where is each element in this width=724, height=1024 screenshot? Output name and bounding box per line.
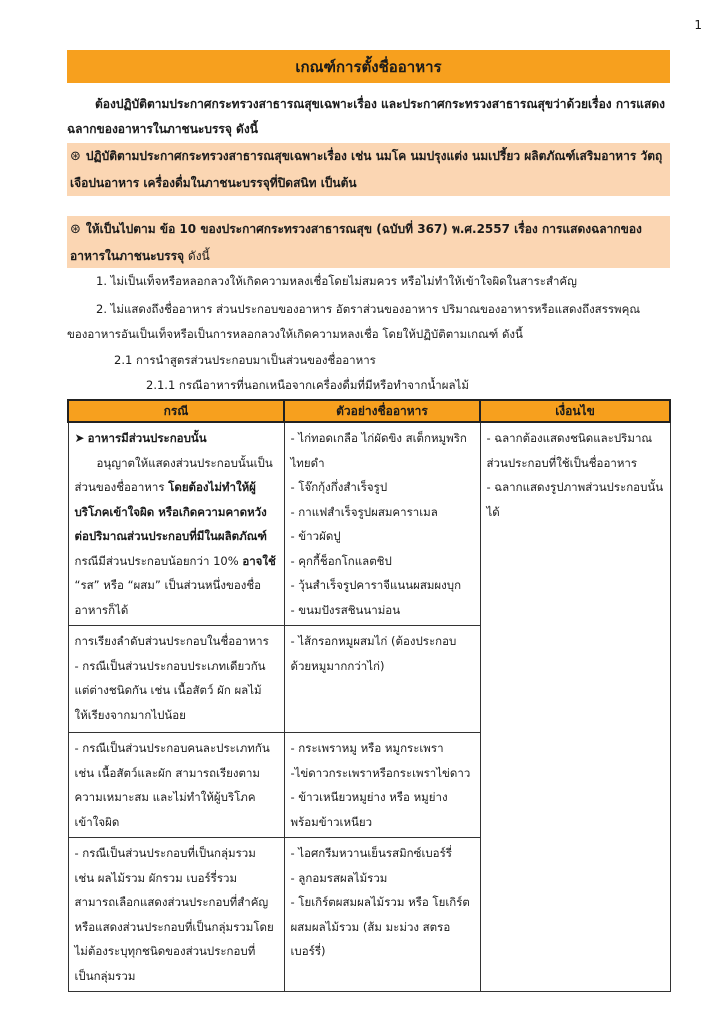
examples-cell [284,422,480,626]
subheading-2-1: 2.1 การนำสูตรส่วนประกอบมาเป็นส่วนของชื่ออาหาร [114,353,376,367]
intro-paragraph: ต้องปฏิบัติตามประกาศกระทรวงสาธารณสุขเฉพาะเรื่อง และประกาศกระทรวงสาธารณสุขว่าด้วยเรื่อง การแสดงฉลากของอาหารในภาชนะบรรจุ ดังนี้ [67,97,666,136]
highlight-box-clause-10 [67,216,670,268]
highlight-box-specific-notifications [67,143,670,196]
case-heading-text: อาหารมีส่วนประกอบนั้น [87,431,207,445]
page-title: เกณฑ์การตั้งชื่ออาหาร [67,50,670,83]
page-number: 1 [694,18,702,32]
case-cell [68,733,284,838]
case-cell [68,626,284,733]
box2-text-normal: ดังนี้ [184,249,210,263]
case-heading: การเรียงลำดับส่วนประกอบในชื่ออาหาร [74,634,269,648]
bullet-flower-icon: ⊛ [70,222,81,237]
example-item: - วุ้นสำเร็จรูปคาราจีแนนผสมผงบุก [290,578,462,592]
table-header-row [68,400,670,422]
arrow-right-icon: ➤ [74,431,85,445]
example-item: - ไส้กรอกหมูผสมไก่ (ต้องประกอบด้วยหมูมากกว่าไก่) [290,634,457,673]
example-item: - ข้าวเหนียวหมูย่าง หรือ หมูย่างพร้อมข้าวเหนียว [290,790,448,829]
bullet-flower-icon: ⊛ [70,149,81,164]
example-item: - โยเกิร์ตผสมผลไม้รวม หรือ โยเกิร์ตผสมผลไม้รวม (ส้ม มะม่วง สตรอเบอร์รี่) [290,895,470,958]
example-item: - ไอศกรีมหวานเย็นรสมิกซ์เบอร์รี่ [290,846,452,860]
subheading-2-1-1: 2.1.1 กรณีอาหารที่นอกเหนือจากเครื่องดื่มที่มีหรือทำจากน้ำผลไม้ [146,378,469,392]
header-condition: เงื่อนไข [480,400,670,422]
case-heading [75,426,278,451]
example-item: -ไข่ดาวกระเพราหรือกระเพราไข่ดาว [290,765,471,780]
case-text-bold: โดยต้องไม่ทำให้ผู้บริโภคเข้าใจผิด หรือเกิดความคาดหวังต่อปริมาณส่วนประกอบที่มีในผลิตภัณฑ์ [74,480,267,543]
example-item: - ขนมปังรสชินนาม่อน [290,602,401,617]
case-text-3: “รส” หรือ “ผสม” เป็นส่วนหนึ่งของชื่ออาหารก็ได้ [74,578,262,617]
examples-cell [284,733,480,838]
case-description: - กรณีเป็นส่วนประกอบประเภทเดียวกัน แต่ต่างชนิดกัน เช่น เนื้อสัตว์ ผัก ผลไม้ ให้เรียงจากมากไปน้อย [74,658,266,722]
examples-cell [284,838,480,992]
box2-text-bold: ให้เป็นไปตาม ข้อ 10 ของประกาศกระทรวงสาธารณสุข (ฉบับที่ 367) พ.ศ.2557 เรื่อง การแสดงฉลากของอาหารในภาชนะบรรจุ [70,222,642,263]
examples-cell [284,626,480,733]
table-row [68,422,670,626]
header-example-name: ตัวอย่างชื่ออาหาร [284,400,480,422]
condition-item: - ฉลากแสดงรูปภาพส่วนประกอบนั้นได้ [486,480,664,519]
example-item: - กระเพราหมู หรือ หมูกระเพรา [290,741,444,755]
box1-text: ปฏิบัติตามประกาศกระทรวงสาธารณสุขเฉพาะเรื่อง เช่น นมโค นมปรุงแต่ง นมเปรี้ยว ผลิตภัณฑ์เสริมอาหาร วัตถุเจือปนอาหาร เครื่องดื่มในภาชนะบรรจุที่ปิดสนิท เป็นต้น [70,149,663,190]
list-item-1: 1. ไม่เป็นเท็จหรือหลอกลวงให้เกิดความหลงเชื่อโดยไม่สมควร หรือไม่ทำให้เข้าใจผิดในสาระสำคัญ [96,274,577,288]
naming-criteria-table [67,399,671,992]
example-item: - โจ๊กกุ้งกึ่งสำเร็จรูป [290,480,388,494]
list-item-2-line2: ของอาหารอันเป็นเท็จหรือเป็นการหลอกลวงให้เกิดความหลงเชื่อ โดยให้ปฏิบัติตามเกณฑ์ ดังนี้ [67,327,523,341]
conditions-cell [480,422,670,992]
case-text-bold-2: อาจใช้ [242,553,276,568]
example-item: - คุกกี้ช็อกโกแลตชิป [290,553,392,568]
example-item: - ไก่ทอดเกลือ ไก่ผัดขิง สเต็กหมูพริกไทยดำ [290,431,467,470]
case-text-1: อนุญาตให้แสดงส่วนประกอบนั้นเป็นส่วนของชื่ออาหาร [74,455,273,494]
case-cell [68,422,284,626]
example-item: - กาแฟสำเร็จรูปผสมคาราเมล [290,504,438,519]
case-text-2: กรณีมีส่วนประกอบน้อยกว่า 10% [74,553,243,568]
list-item-2-line1: 2. ไม่แสดงถึงชื่ออาหาร ส่วนประกอบของอาหาร อัตราส่วนของอาหาร ปริมาณของอาหารหรือแสดงถึงสรรพคุณ [96,302,640,316]
case-description [75,451,278,623]
example-item: - ข้าวผัดปู [290,529,341,543]
case-cell [68,838,284,992]
case-description: - กรณีเป็นส่วนประกอบที่เป็นกลุ่มรวม เช่น ผลไม้รวม ผักรวม เบอร์รี่รวม สามารถเลือกแสดงส่วนประกอบที่สำคัญหรือแสดงส่วนประกอบที่เป็นกลุ่มรวมโดยไม่ต้องระบุทุกชนิดของส่วนประกอบที่เป็นกลุ่มรวม [74,846,274,983]
example-item: - ลูกอมรสผลไม้รวม [290,870,388,885]
condition-item: - ฉลากต้องแสดงชนิดและปริมาณส่วนประกอบที่ใช้เป็นชื่ออาหาร [486,431,653,470]
header-case: กรณี [68,400,284,422]
case-description: - กรณีเป็นส่วนประกอบคนละประเภทกัน เช่น เนื้อสัตว์และผัก สามารถเรียงตามความเหมาะสม และไม่ทำให้ผู้บริโภคเข้าใจผิด [74,741,270,829]
